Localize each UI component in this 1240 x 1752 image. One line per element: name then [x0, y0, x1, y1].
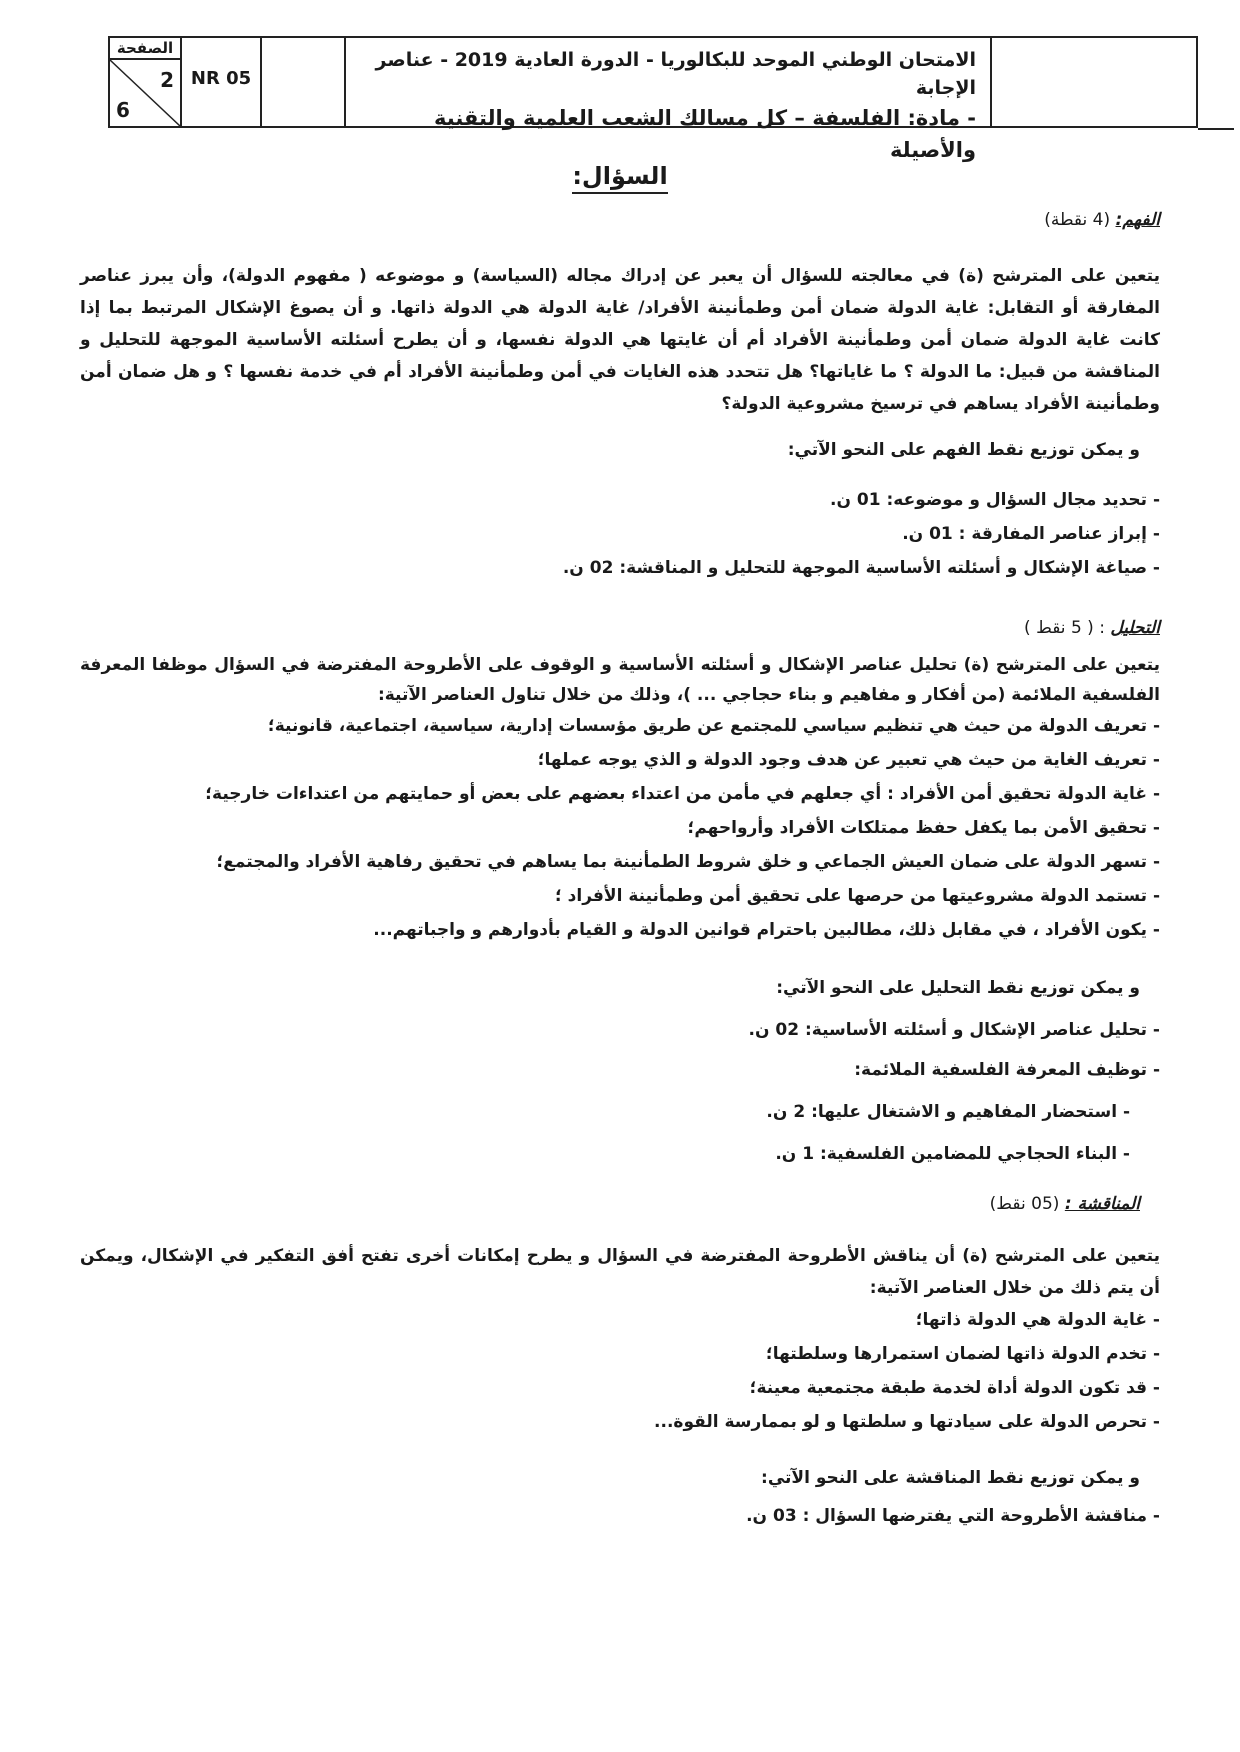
discussion-item: - قد تكون الدولة أداة لخدمة طبقة مجتمعية معينة؛ [749, 1378, 1160, 1398]
analysis-item: - غاية الدولة تحقيق أمن الأفراد : أي جعلهم في مأمن من اعتداء بعضهم على بعض أو حمايتهم من اعتداءات خارجية؛ [205, 784, 1160, 804]
understanding-distribution-intro: و يمكن توزيع نقط الفهم على النحو الآتي: [787, 440, 1140, 460]
discussion-heading: المناقشة : [1064, 1194, 1140, 1214]
page-current: 2 [160, 68, 174, 92]
analysis-item: - تعريف الغاية من حيث هي تعبير عن هدف وجود الدولة و الذي يوجه عملها؛ [537, 750, 1160, 770]
analysis-item: - يكون الأفراد ، في مقابل ذلك، مطالبين باحترام قوانين الدولة و القيام بأدوارهم و واجباتهم... [373, 920, 1160, 940]
page-total: 6 [116, 98, 130, 122]
analysis-paragraph: يتعين على المترشح (ة) تحليل عناصر الإشكال و أسئلته الأساسية و الوقوف على الأطروحة المفترضة في السؤال موظفا المعرفة الفلسفية الملائمة (من أفكار و مفاهيم و بناء حجاجي ... )، وذلك من خلال تناول العناصر الآتية: [80, 655, 1160, 705]
analysis-distribution-intro: و يمكن توزيع نقط التحليل على النحو الآتي: [776, 978, 1140, 998]
analysis-sub-distribution-item: - استحضار المفاهيم و الاشتغال عليها: 2 ن. [766, 1102, 1130, 1122]
discussion-distribution-intro: و يمكن توزيع نقط المناقشة على النحو الآتي: [761, 1468, 1140, 1488]
exam-header [108, 36, 1198, 162]
discussion-points: (05 نقط) [989, 1194, 1060, 1214]
understanding-paragraph: يتعين على المترشح (ة) في معالجته للسؤال أن يعبر عن إدراك مجاله (السياسة) و موضوعه ( مفهوم الدولة)، وأن يبرز عناصر المفارقة أو التقابل: غاية الدولة ضمان أمن وطمأنينة الأفراد/ غاية الدولة هي الدولة ذاتها. و أن يصوغ الإشكال المرتبط بما إذا كانت غاية الدولة ضمان أمن وطمأنينة الأفراد أم أن غايتها هي الدولة نفسها، و أن يطرح أسئلته الأساسية الموجهة للتحليل و المناقشة من قبيل: ما الدولة ؟ ما غاياتها؟ هل تتحدد هذه الغايات في أمن وطمأنينة الأفراد أم في خدمة نفسها ؟ و هل ضمان أمن وطمأنينة الأفراد يساهم في ترسيخ مشروعية الدولة؟ [80, 266, 1160, 414]
exam-title-line2: - مادة: الفلسفة – كل مسالك الشعب العلمية والتقنية والأصيلة [434, 106, 976, 162]
exam-title-box [346, 38, 992, 162]
analysis-points: : ( 5 نقط ) [1024, 618, 1105, 638]
page-number-box [110, 38, 182, 126]
analysis-distribution-item: - تحليل عناصر الإشكال و أسئلته الأساسية: 02 ن. [748, 1020, 1160, 1040]
analysis-item: - تسهر الدولة على ضمان العيش الجماعي و خلق شروط الطمأنينة بما يساهم في تحقيق رفاهية الأفراد والمجتمع؛ [216, 852, 1160, 872]
exam-code: NR 05 [182, 38, 262, 126]
understanding-item: - تحديد مجال السؤال و موضوعه: 01 ن. [830, 490, 1160, 510]
analysis-heading: التحليل [1110, 618, 1160, 638]
analysis-item: - تحقيق الأمن بما يكفل حفظ ممتلكات الأفراد وأرواحهم؛ [687, 818, 1160, 838]
analysis-item: - تعريف الدولة من حيث هي تنظيم سياسي للمجتمع عن طريق مؤسسات إدارية، سياسية، اجتماعية، قانونية؛ [267, 716, 1160, 736]
understanding-heading-row [1044, 210, 1160, 230]
understanding-heading: الفهم: [1115, 210, 1160, 230]
question-title: السؤال: [80, 162, 1160, 190]
understanding-points: (4 نقطة) [1044, 210, 1111, 230]
understanding-item: - صياغة الإشكال و أسئلته الأساسية الموجهة للتحليل و المناقشة: 02 ن. [562, 558, 1160, 578]
discussion-heading-row [990, 1194, 1140, 1214]
page-label: الصفحة [110, 38, 180, 60]
discussion-item: - غاية الدولة هي الدولة ذاتها؛ [915, 1310, 1160, 1330]
blank-cell [262, 38, 346, 126]
analysis-distribution-item: - توظيف المعرفة الفلسفية الملائمة: [854, 1060, 1160, 1080]
analysis-sub-distribution-item: - البناء الحجاجي للمضامين الفلسفية: 1 ن. [775, 1144, 1130, 1164]
analysis-heading-row [1024, 618, 1160, 638]
discussion-item: - تحرص الدولة على سيادتها و سلطتها و لو بممارسة القوة... [654, 1412, 1160, 1432]
analysis-item: - تستمد الدولة مشروعيتها من حرصها على تحقيق أمن وطمأنينة الأفراد ؛ [554, 886, 1160, 906]
discussion-distribution-item: - مناقشة الأطروحة التي يفترضها السؤال : 03 ن. [746, 1506, 1160, 1526]
discussion-paragraph: يتعين على المترشح (ة) أن يناقش الأطروحة المفترضة في السؤال و يطرح إمكانات أخرى تفتح أفق التفكير في الإشكال، ويمكن أن يتم ذلك من خلال العناصر الآتية: [80, 1246, 1160, 1298]
discussion-item: - تخدم الدولة ذاتها لضمان استمرارها وسلطتها؛ [765, 1344, 1160, 1364]
exam-title-line1: الامتحان الوطني الموحد للبكالوريا - الدورة العادية 2019 - عناصر الإجابة [375, 49, 976, 99]
header-rule [1198, 128, 1234, 130]
understanding-item: - إبراز عناصر المفارقة : 01 ن. [902, 524, 1160, 544]
